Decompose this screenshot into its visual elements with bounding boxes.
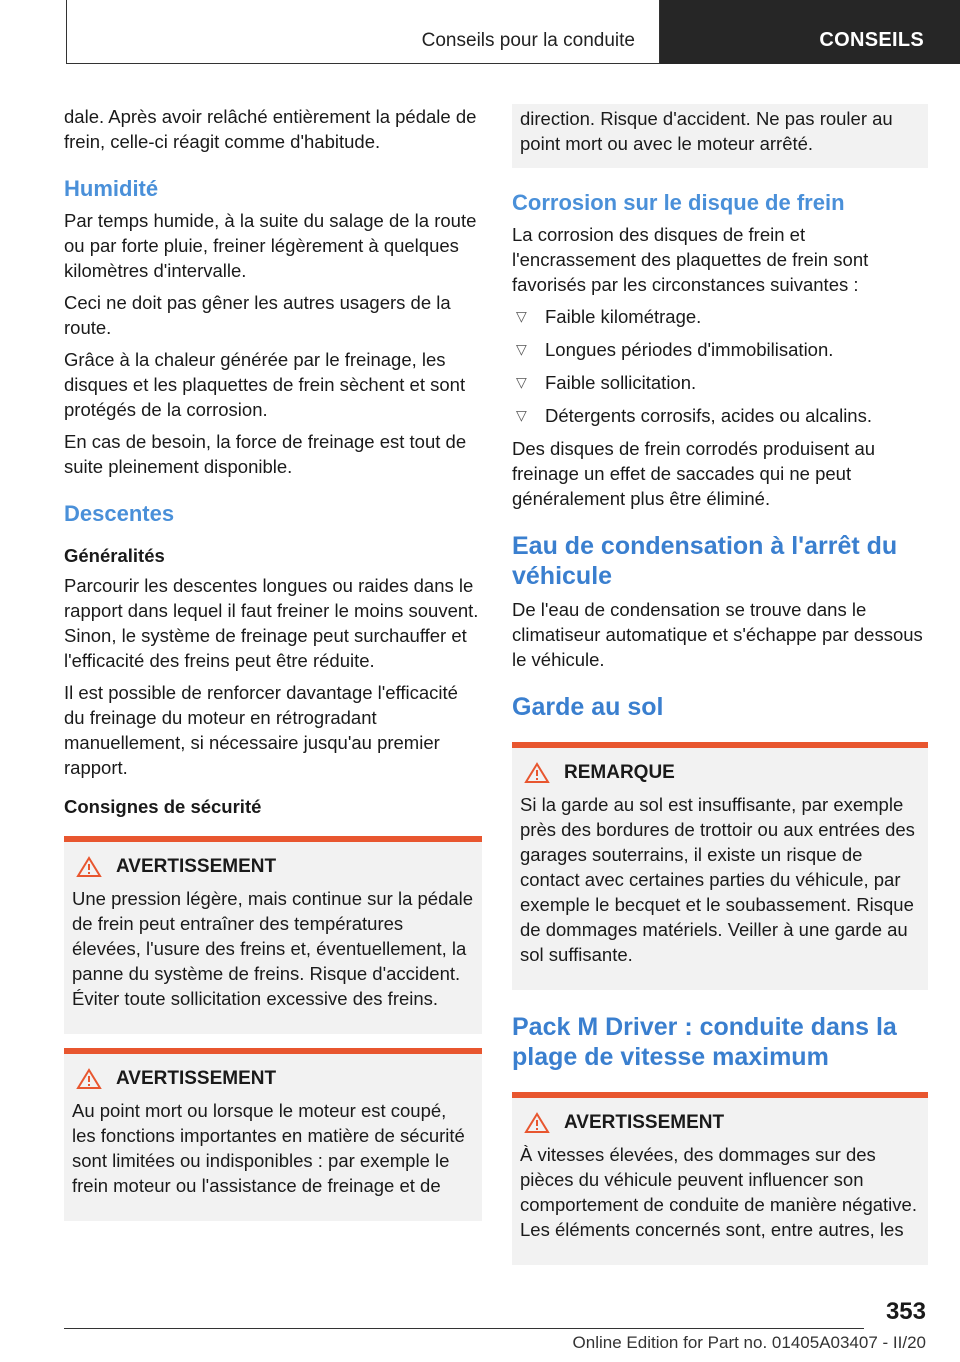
- warning-continuation-box: [512, 104, 928, 168]
- triangle-bullet-icon: ▽: [516, 308, 527, 324]
- warning-label: AVERTISSEMENT: [116, 856, 277, 877]
- heading-eau-condensation: Eau de condensation à l'arrêt du véhicule: [512, 532, 898, 590]
- paragraph: Il est possible de renforcer davantage l'efficacité du freinage du moteur en rétrogradant manuellement, si nécessaire jusqu'au premier rapport.: [64, 682, 458, 778]
- triangle-bullet-icon: ▽: [516, 341, 527, 357]
- heading-generalites: Généralités: [64, 545, 165, 566]
- heading-garde-au-sol: Garde au sol: [512, 693, 664, 721]
- warning-box: [64, 836, 482, 1034]
- list-item: ▽ Faible sollicitation.: [512, 370, 928, 395]
- list-item: ▽ Longues périodes d'immobilisation.: [512, 337, 928, 362]
- edition-footer: Online Edition for Part no. 01405A03407 - II/20: [572, 1333, 926, 1352]
- list-item: ▽ Détergents corrosifs, acides ou alcalins.: [512, 403, 928, 428]
- section-tab: [660, 0, 960, 64]
- page-number: 353: [885, 1298, 926, 1325]
- paragraph: En cas de besoin, la force de freinage est tout de suite pleinement disponible.: [64, 431, 467, 477]
- paragraph: Ceci ne doit pas gêner les autres usagers de la route.: [64, 292, 451, 338]
- warning-text: Au point mort ou lorsque le moteur est coupé, les fonctions importantes en matière de sécurité sont limitées ou indisponibles : par exemple le frein moteur ou l'assistance de freinage et de: [72, 1100, 465, 1196]
- warning-label: AVERTISSEMENT: [564, 1112, 725, 1133]
- header-frame: [66, 0, 660, 64]
- list-item: ▽ Faible kilométrage.: [512, 304, 928, 329]
- heading-descentes: Descentes: [64, 501, 175, 526]
- footer-divider: [64, 1328, 864, 1329]
- warning-text: direction. Risque d'accident. Ne pas rouler au point mort ou avec le moteur arrêté.: [520, 108, 893, 154]
- warning-text: Une pression légère, mais continue sur la pédale de frein peut entraîner des températures élevées, l'usure des freins et, éventuellement, la panne du système de freins. Risque d'accident. Éviter toute sollicitation excessive des freins.: [72, 888, 474, 1009]
- triangle-bullet-icon: ▽: [516, 407, 527, 423]
- warning-label: AVERTISSEMENT: [116, 1068, 277, 1089]
- warning-title: [72, 1068, 474, 1090]
- paragraph: De l'eau de condensation se trouve dans le climatiseur automatique et s'échappe par dessous le véhicule.: [512, 599, 923, 670]
- triangle-bullet-icon: ▽: [516, 374, 527, 390]
- paragraph: Grâce à la chaleur générée par le freinage, les disques et les plaquettes de frein sèchent et sont protégés de la corrosion.: [64, 349, 466, 420]
- paragraph: dale. Après avoir relâché entièrement la pédale de frein, celle-ci réagit comme d'habitude.: [64, 106, 477, 152]
- left-column: [64, 104, 482, 1221]
- heading-consignes: Consignes de sécurité: [64, 796, 262, 817]
- heading-pack-m-driver: Pack M Driver : conduite dans la plage de vitesse maximum: [512, 1013, 897, 1071]
- warning-triangle-icon: [524, 1112, 550, 1134]
- warning-triangle-icon: [76, 1068, 102, 1090]
- notice-box: [512, 742, 928, 990]
- heading-humidite: Humidité: [64, 176, 159, 201]
- corrosion-list: [512, 304, 928, 428]
- chapter-title: Conseils pour la conduite: [421, 30, 635, 51]
- warning-box: [512, 1092, 928, 1265]
- heading-corrosion: Corrosion sur le disque de frein: [512, 190, 845, 215]
- paragraph: Par temps humide, à la suite du salage de la route ou par forte pluie, freiner légèrement à quelques kilomètres d'intervalle.: [64, 210, 477, 281]
- paragraph: La corrosion des disques de frein et l'encrassement des plaquettes de frein sont favorisés par les circonstances suivantes :: [512, 224, 869, 295]
- warning-box: [64, 1048, 482, 1221]
- notice-label: REMARQUE: [564, 762, 675, 783]
- right-column: [512, 104, 928, 1265]
- warning-text: À vitesses élevées, des dommages sur des pièces du véhicule peuvent influencer son comportement de conduite de manière négative. Les éléments concernés sont, entre autres, les: [520, 1144, 917, 1240]
- notice-title: [520, 762, 920, 784]
- warning-title: [520, 1112, 920, 1134]
- paragraph: Parcourir les descentes longues ou raides dans le rapport dans lequel il faut freiner le moins souvent. Sinon, le système de freinage peut surchauffer et l'efficacité des freins peut être réduite.: [64, 575, 479, 671]
- paragraph: Des disques de frein corrodés produisent au freinage un effet de saccades qui ne peut généralement plus être éliminé.: [512, 438, 876, 509]
- warning-triangle-icon: [524, 762, 550, 784]
- section-label: CONSEILS: [819, 29, 924, 51]
- warning-triangle-icon: [76, 856, 102, 878]
- notice-text: Si la garde au sol est insuffisante, par exemple près des bordures de trottoir ou aux entrées des garages souterrains, il existe un risque de contact avec certaines parties du véhicule, par exemple le becquet et le soubassement. Risque de dommages matériels. Veiller à une garde au sol suffisante.: [520, 794, 915, 965]
- warning-title: [72, 856, 474, 878]
